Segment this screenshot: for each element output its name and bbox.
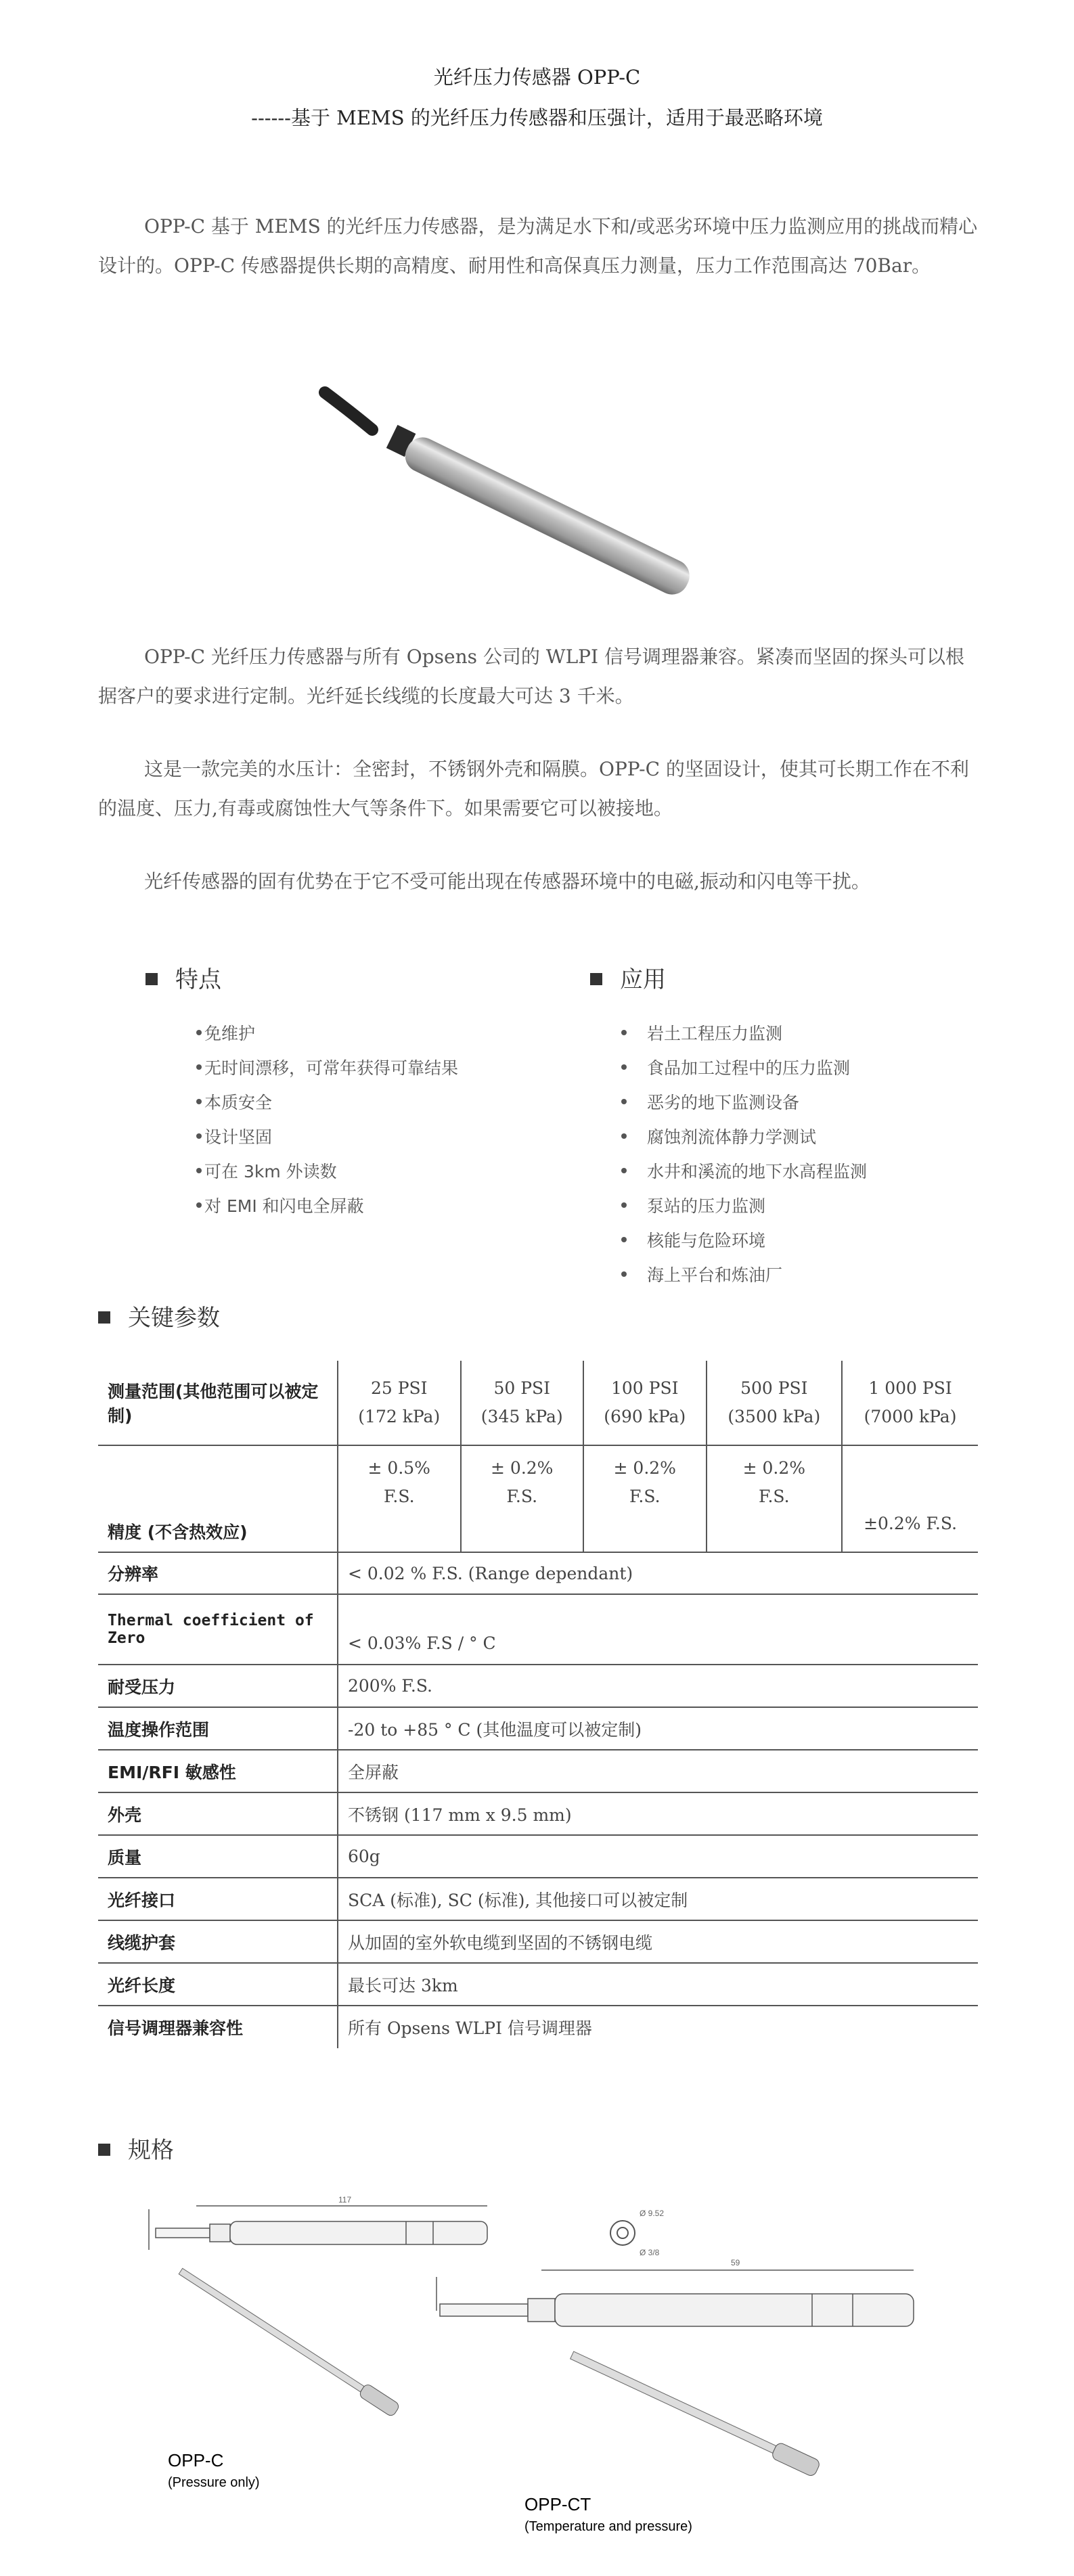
table-cell-label: 温度操作范围 bbox=[98, 1707, 338, 1750]
list-item: 设计坚固 bbox=[196, 1120, 458, 1154]
table-cell: SCA (标准), SC (标准), 其他接口可以被定制 bbox=[338, 1878, 978, 1920]
table-cell: 50 PSI (345 kPa) bbox=[461, 1361, 584, 1445]
svg-text:Ø 3/8: Ø 3/8 bbox=[640, 2248, 660, 2257]
table-cell: 最长可达 3km bbox=[338, 1963, 978, 2006]
table-row bbox=[98, 1835, 978, 1878]
table-cell-label: 耐受压力 bbox=[98, 1665, 338, 1707]
product-photo bbox=[311, 379, 731, 623]
table-cell-label: 光纤长度 bbox=[98, 1963, 338, 2006]
table-row bbox=[98, 1878, 978, 1920]
intro-paragraph-3: 这是一款完美的水压计：全密封，不锈钢外壳和隔膜。OPP-C 的坚固设计，使其可长期工作在不利的温度、压力,有毒或腐蚀性大气等条件下。如果需要它可以被接地。 bbox=[98, 758, 969, 819]
square-bullet-icon bbox=[590, 973, 602, 985]
specs-heading: 规格 bbox=[98, 2131, 174, 2165]
opp-ct-caption: OPP-CT bbox=[524, 2494, 591, 2514]
table-cell: < 0.03% F.S / ° C bbox=[338, 1594, 978, 1665]
table-cell: ± 0.2% F.S. bbox=[583, 1445, 707, 1552]
page-title: 光纤压力传感器 OPP-C bbox=[433, 66, 641, 89]
applications-list bbox=[621, 1016, 867, 1292]
list-item: 恶劣的地下监测设备 bbox=[621, 1085, 867, 1120]
table-cell: 1 000 PSI (7000 kPa) bbox=[842, 1361, 978, 1445]
list-item: 核能与危险环境 bbox=[621, 1223, 867, 1258]
table-cell-label: 光纤接口 bbox=[98, 1878, 338, 1920]
opp-ct-desc: (Temperature and pressure) bbox=[524, 2519, 692, 2534]
params-heading: 关键参数 bbox=[98, 1299, 220, 1332]
list-item: 无时间漂移，可常年获得可靠结果 bbox=[196, 1051, 458, 1085]
table-cell: ± 0.2% F.S. bbox=[707, 1445, 843, 1552]
table-cell: -20 to +85 ° C (其他温度可以被定制) bbox=[338, 1707, 978, 1750]
table-cell-label: 外壳 bbox=[98, 1792, 338, 1835]
table-cell: 从加固的室外软电缆到坚固的不锈钢电缆 bbox=[338, 1920, 978, 1963]
svg-text:59: 59 bbox=[731, 2258, 740, 2267]
table-row bbox=[98, 1920, 978, 1963]
table-cell: < 0.02 % F.S. (Range dependant) bbox=[338, 1552, 978, 1594]
table-cell: 所有 Opsens WLPI 信号调理器 bbox=[348, 2018, 592, 2038]
svg-text:Ø 9.52: Ø 9.52 bbox=[640, 2209, 665, 2218]
features-heading: 特点 bbox=[146, 961, 221, 994]
table-row bbox=[98, 1445, 978, 1552]
dimension-drawing bbox=[135, 2189, 947, 2541]
square-bullet-icon bbox=[146, 973, 158, 985]
intro-paragraph-1: OPP-C 基于 MEMS 的光纤压力传感器，是为满足水下和/或恶劣环境中压力监测应用的挑战而精心设计的。OPP-C 传感器提供长期的高精度、耐用性和高保真压力测量，压力工作范围高达 70Bar。 bbox=[98, 215, 978, 277]
square-bullet-icon bbox=[98, 1311, 110, 1324]
table-row bbox=[98, 1594, 978, 1665]
table-cell-label: EMI/RFI 敏感性 bbox=[98, 1750, 338, 1792]
table-cell: ± 0.2% F.S. bbox=[461, 1445, 584, 1552]
opp-c-caption: OPP-C bbox=[168, 2450, 224, 2470]
list-item: 岩土工程压力监测 bbox=[621, 1016, 867, 1051]
params-table bbox=[98, 1361, 978, 2048]
table-cell: ±0.2% F.S. bbox=[842, 1445, 978, 1552]
table-cell: 全屏蔽 bbox=[338, 1750, 978, 1792]
applications-heading: 应用 bbox=[590, 961, 666, 994]
table-row bbox=[98, 1552, 978, 1594]
table-cell: 500 PSI (3500 kPa) bbox=[707, 1361, 843, 1445]
table-cell: 25 PSI (172 kPa) bbox=[338, 1361, 461, 1445]
table-row bbox=[98, 1707, 978, 1750]
table-cell-label: 测量范围(其他范围可以被定制) bbox=[98, 1361, 338, 1445]
table-cell-label: 信号调理器兼容性 bbox=[98, 2006, 338, 2048]
opp-c-desc: (Pressure only) bbox=[168, 2475, 260, 2490]
page-subtitle: ------基于 MEMS 的光纤压力传感器和压强计，适用于最恶略环境 bbox=[251, 106, 823, 129]
table-cell: 60g bbox=[338, 1835, 978, 1878]
table-row bbox=[98, 1963, 978, 2006]
list-item: 本质安全 bbox=[196, 1085, 458, 1120]
table-cell: 100 PSI (690 kPa) bbox=[583, 1361, 707, 1445]
list-item: 腐蚀剂流体静力学测试 bbox=[621, 1120, 867, 1154]
table-row bbox=[98, 1792, 978, 1835]
intro-paragraph-4: 光纤传感器的固有优势在于它不受可能出现在传感器环境中的电磁,振动和闪电等干扰。 bbox=[144, 870, 870, 892]
table-cell-label: 线缆护套 bbox=[98, 1920, 338, 1963]
table-row bbox=[98, 1665, 978, 1707]
table-cell: 200% F.S. bbox=[338, 1665, 978, 1707]
list-item: 海上平台和炼油厂 bbox=[621, 1258, 867, 1292]
table-cell-label: 分辨率 bbox=[98, 1552, 338, 1594]
features-list bbox=[196, 1016, 458, 1223]
intro-paragraph-2: OPP-C 光纤压力传感器与所有 Opsens 公司的 WLPI 信号调理器兼容。紧凑而坚固的探头可以根据客户的要求进行定制。光纤延长线缆的长度最大可达 3 千米。 bbox=[98, 646, 964, 707]
list-item: 水井和溪流的地下水高程监测 bbox=[621, 1154, 867, 1189]
table-row bbox=[98, 2006, 978, 2048]
table-cell-label: Thermal coefficient of Zero bbox=[98, 1594, 338, 1665]
table-cell: ± 0.5% F.S. bbox=[338, 1445, 461, 1552]
svg-text:117: 117 bbox=[338, 2195, 352, 2205]
table-row bbox=[98, 1750, 978, 1792]
list-item: 对 EMI 和闪电全屏蔽 bbox=[196, 1189, 458, 1223]
list-item: 泵站的压力监测 bbox=[621, 1189, 867, 1223]
table-row bbox=[98, 1361, 978, 1445]
table-cell-label: 精度 (不含热效应) bbox=[98, 1445, 338, 1552]
list-item: 食品加工过程中的压力监测 bbox=[621, 1051, 867, 1085]
square-bullet-icon bbox=[98, 2144, 110, 2156]
table-cell: 不锈钢 (117 mm x 9.5 mm) bbox=[338, 1792, 978, 1835]
list-item: 免维护 bbox=[196, 1016, 458, 1051]
table-cell-label: 质量 bbox=[98, 1835, 338, 1878]
list-item: 可在 3km 外读数 bbox=[196, 1154, 458, 1189]
